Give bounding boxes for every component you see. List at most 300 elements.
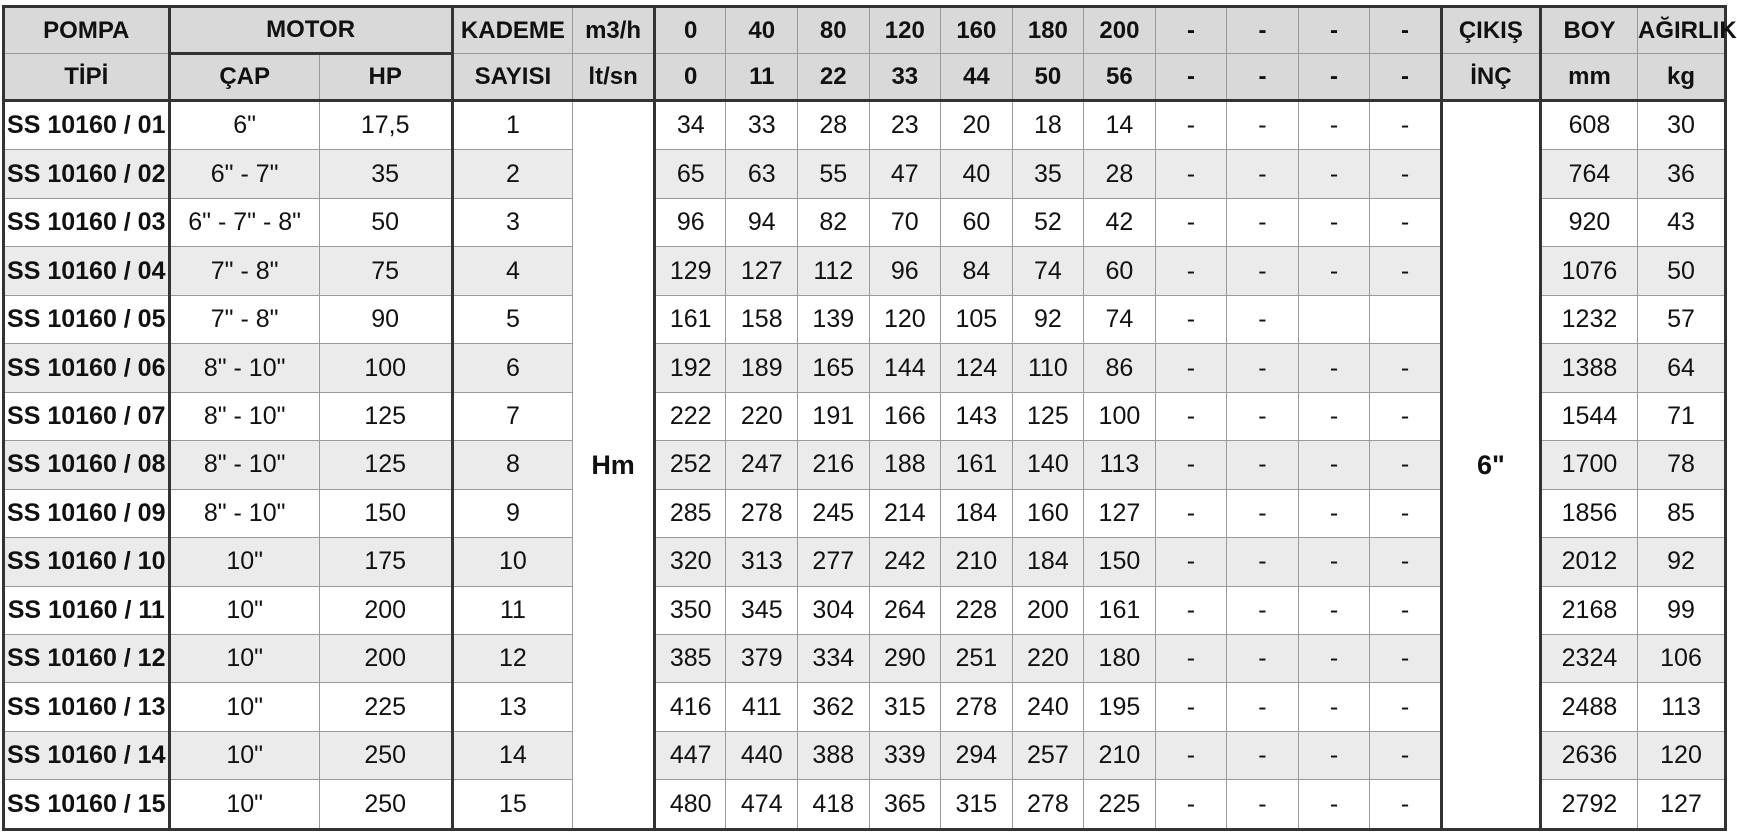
- head-value: 34: [654, 101, 726, 150]
- head-value: 220: [726, 392, 798, 440]
- head-value: 127: [726, 247, 798, 295]
- pump-model: SS 10160 / 07: [4, 392, 170, 440]
- pump-length: 2324: [1540, 635, 1637, 683]
- header-cikis: ÇIKIŞ: [1441, 7, 1540, 54]
- head-value: -: [1155, 441, 1227, 489]
- head-value: -: [1298, 683, 1370, 731]
- header-tipi: TİPİ: [4, 54, 170, 101]
- outlet-size: 6": [1441, 101, 1540, 830]
- head-value: -: [1155, 344, 1227, 392]
- pump-length: 1388: [1540, 344, 1637, 392]
- header-m3h-2: 80: [798, 7, 870, 54]
- head-value: -: [1227, 635, 1299, 683]
- head-value: -: [1370, 392, 1442, 440]
- motor-diameter: 8" - 10": [169, 441, 319, 489]
- stage-count: 1: [452, 101, 573, 150]
- stage-count: 6: [452, 344, 573, 392]
- stage-count: 15: [452, 780, 573, 830]
- head-value: 100: [1084, 392, 1156, 440]
- header-pompa: POMPA: [4, 7, 170, 54]
- header-boy: BOY: [1540, 7, 1637, 54]
- pump-model: SS 10160 / 15: [4, 780, 170, 830]
- head-value: 94: [726, 198, 798, 246]
- head-value: 365: [869, 780, 941, 830]
- head-value: -: [1155, 489, 1227, 537]
- head-value: 84: [941, 247, 1013, 295]
- head-value: -: [1370, 731, 1442, 779]
- head-value: 345: [726, 586, 798, 634]
- head-value: 257: [1012, 731, 1084, 779]
- head-value: 290: [869, 635, 941, 683]
- pump-weight: 78: [1638, 441, 1726, 489]
- motor-hp: 125: [319, 392, 452, 440]
- head-value: -: [1227, 101, 1299, 150]
- stage-count: 3: [452, 198, 573, 246]
- head-value: 285: [654, 489, 726, 537]
- head-value: -: [1298, 780, 1370, 830]
- head-value: 216: [798, 441, 870, 489]
- pump-model: SS 10160 / 09: [4, 489, 170, 537]
- motor-diameter: 7" - 8": [169, 247, 319, 295]
- head-value: 112: [798, 247, 870, 295]
- head-value: 252: [654, 441, 726, 489]
- head-value: 320: [654, 538, 726, 586]
- head-value: -: [1370, 538, 1442, 586]
- head-value: 120: [869, 295, 941, 343]
- pump-length: 2012: [1540, 538, 1637, 586]
- head-value: 166: [869, 392, 941, 440]
- head-value: 278: [941, 683, 1013, 731]
- header-kademe: KADEME: [452, 7, 573, 54]
- head-value: -: [1370, 683, 1442, 731]
- pump-model: SS 10160 / 08: [4, 441, 170, 489]
- head-value: -: [1370, 441, 1442, 489]
- head-value: 350: [654, 586, 726, 634]
- header-agirlik: AĞIRLIK: [1638, 7, 1726, 54]
- head-value: 480: [654, 780, 726, 830]
- head-value: 74: [1084, 295, 1156, 343]
- head-value: 127: [1084, 489, 1156, 537]
- header-m3h-0: 0: [654, 7, 726, 54]
- pump-weight: 57: [1638, 295, 1726, 343]
- pump-weight: 50: [1638, 247, 1726, 295]
- head-value: 388: [798, 731, 870, 779]
- head-value: -: [1298, 586, 1370, 634]
- motor-hp: 90: [319, 295, 452, 343]
- header-ltsn-5: 50: [1012, 54, 1084, 101]
- head-value: 180: [1084, 635, 1156, 683]
- pump-length: 1544: [1540, 392, 1637, 440]
- header-inc: İNÇ: [1441, 54, 1540, 101]
- stage-count: 4: [452, 247, 573, 295]
- head-value: 105: [941, 295, 1013, 343]
- stage-count: 2: [452, 150, 573, 198]
- head-value: 418: [798, 780, 870, 830]
- header-row-1: [4, 7, 1726, 54]
- head-value: 225: [1084, 780, 1156, 830]
- header-m3h-8: -: [1227, 7, 1299, 54]
- motor-hp: 125: [319, 441, 452, 489]
- head-value: 144: [869, 344, 941, 392]
- header-kg: kg: [1638, 54, 1726, 101]
- head-value: 110: [1012, 344, 1084, 392]
- head-value: 161: [941, 441, 1013, 489]
- pump-model: SS 10160 / 14: [4, 731, 170, 779]
- motor-hp: 250: [319, 780, 452, 830]
- header-hp: HP: [319, 54, 452, 101]
- head-value: 40: [941, 150, 1013, 198]
- head-value: 96: [654, 198, 726, 246]
- motor-hp: 200: [319, 586, 452, 634]
- header-m3h-4: 160: [941, 7, 1013, 54]
- head-value: [1370, 295, 1442, 343]
- pump-model: SS 10160 / 06: [4, 344, 170, 392]
- motor-diameter: 8" - 10": [169, 392, 319, 440]
- pump-model: SS 10160 / 10: [4, 538, 170, 586]
- pump-weight: 127: [1638, 780, 1726, 830]
- head-value: -: [1298, 392, 1370, 440]
- head-value: -: [1370, 635, 1442, 683]
- head-value: 447: [654, 731, 726, 779]
- head-value: -: [1298, 344, 1370, 392]
- head-value: -: [1227, 295, 1299, 343]
- head-value: 150: [1084, 538, 1156, 586]
- motor-diameter: 10": [169, 586, 319, 634]
- head-value: 339: [869, 731, 941, 779]
- pump-length: 1700: [1540, 441, 1637, 489]
- head-value: 60: [941, 198, 1013, 246]
- head-value: 214: [869, 489, 941, 537]
- header-ltsn-9: -: [1298, 54, 1370, 101]
- head-value: 70: [869, 198, 941, 246]
- pump-length: 920: [1540, 198, 1637, 246]
- pump-weight: 36: [1638, 150, 1726, 198]
- header-ltsn-4: 44: [941, 54, 1013, 101]
- head-value: 247: [726, 441, 798, 489]
- head-value: 125: [1012, 392, 1084, 440]
- head-value: -: [1155, 150, 1227, 198]
- head-value: -: [1227, 489, 1299, 537]
- head-value: -: [1227, 344, 1299, 392]
- head-value: 65: [654, 150, 726, 198]
- pump-model: SS 10160 / 03: [4, 198, 170, 246]
- pump-weight: 43: [1638, 198, 1726, 246]
- header-m3h-5: 180: [1012, 7, 1084, 54]
- pump-length: 1856: [1540, 489, 1637, 537]
- head-value: -: [1370, 344, 1442, 392]
- head-value: -: [1155, 586, 1227, 634]
- pump-length: 1232: [1540, 295, 1637, 343]
- header-ltsn-6: 56: [1084, 54, 1156, 101]
- motor-diameter: 10": [169, 780, 319, 830]
- header-m3h-6: 200: [1084, 7, 1156, 54]
- pump-weight: 30: [1638, 101, 1726, 150]
- head-value: 161: [1084, 586, 1156, 634]
- head-value: -: [1227, 683, 1299, 731]
- head-value: 52: [1012, 198, 1084, 246]
- header-mm: mm: [1540, 54, 1637, 101]
- head-value: -: [1370, 780, 1442, 830]
- head-value: -: [1298, 635, 1370, 683]
- table-body: [4, 101, 1726, 830]
- head-value: -: [1155, 101, 1227, 150]
- header-m3h-1: 40: [726, 7, 798, 54]
- head-value: -: [1298, 489, 1370, 537]
- head-value: 411: [726, 683, 798, 731]
- header-ltsn-1: 11: [726, 54, 798, 101]
- head-value: 42: [1084, 198, 1156, 246]
- head-value: -: [1298, 247, 1370, 295]
- pump-length: 764: [1540, 150, 1637, 198]
- pump-spec-table: [2, 5, 1737, 831]
- pump-length: 2792: [1540, 780, 1637, 830]
- pump-length: 1076: [1540, 247, 1637, 295]
- head-value: -: [1155, 683, 1227, 731]
- motor-diameter: 8" - 10": [169, 489, 319, 537]
- pump-model: SS 10160 / 02: [4, 150, 170, 198]
- pump-weight: 92: [1638, 538, 1726, 586]
- head-value: 416: [654, 683, 726, 731]
- header-motor: MOTOR: [169, 7, 452, 54]
- stage-count: 10: [452, 538, 573, 586]
- head-value: -: [1370, 586, 1442, 634]
- head-value: 240: [1012, 683, 1084, 731]
- table-row: [4, 101, 1726, 150]
- pump-length: 608: [1540, 101, 1637, 150]
- motor-diameter: 10": [169, 731, 319, 779]
- pump-weight: 106: [1638, 635, 1726, 683]
- head-value: 23: [869, 101, 941, 150]
- head-value: 362: [798, 683, 870, 731]
- head-value: -: [1298, 441, 1370, 489]
- head-value: 313: [726, 538, 798, 586]
- header-cap: ÇAP: [169, 54, 319, 101]
- head-value: 60: [1084, 247, 1156, 295]
- head-value: 113: [1084, 441, 1156, 489]
- head-value: -: [1227, 586, 1299, 634]
- head-value: -: [1227, 538, 1299, 586]
- head-value: -: [1298, 198, 1370, 246]
- header-flow-unit-ltsn: lt/sn: [573, 54, 655, 101]
- pump-length: 2488: [1540, 683, 1637, 731]
- head-value: 82: [798, 198, 870, 246]
- head-value: 96: [869, 247, 941, 295]
- head-value: -: [1155, 247, 1227, 295]
- stage-count: 11: [452, 586, 573, 634]
- head-value: -: [1155, 538, 1227, 586]
- motor-hp: 250: [319, 731, 452, 779]
- pump-length: 2168: [1540, 586, 1637, 634]
- head-value: -: [1298, 731, 1370, 779]
- header-row-2: [4, 54, 1726, 101]
- stage-count: 8: [452, 441, 573, 489]
- head-value: 92: [1012, 295, 1084, 343]
- head-value: 160: [1012, 489, 1084, 537]
- motor-diameter: 10": [169, 683, 319, 731]
- head-value: -: [1298, 101, 1370, 150]
- header-sayisi: SAYISI: [452, 54, 573, 101]
- head-value: -: [1298, 538, 1370, 586]
- head-value: 55: [798, 150, 870, 198]
- header-m3h-9: -: [1298, 7, 1370, 54]
- pump-model: SS 10160 / 11: [4, 586, 170, 634]
- table-header: [4, 7, 1737, 101]
- motor-hp: 17,5: [319, 101, 452, 150]
- pump-spec-table-wrapper: [2, 5, 1737, 831]
- head-value: 18: [1012, 101, 1084, 150]
- head-value: -: [1155, 780, 1227, 830]
- head-value: 63: [726, 150, 798, 198]
- head-value: -: [1155, 635, 1227, 683]
- head-value: -: [1370, 247, 1442, 295]
- head-value: 474: [726, 780, 798, 830]
- motor-diameter: 7" - 8": [169, 295, 319, 343]
- motor-hp: 100: [319, 344, 452, 392]
- head-value: 139: [798, 295, 870, 343]
- head-value: 74: [1012, 247, 1084, 295]
- head-value: 200: [1012, 586, 1084, 634]
- head-value: 334: [798, 635, 870, 683]
- pump-weight: 64: [1638, 344, 1726, 392]
- head-value: 304: [798, 586, 870, 634]
- hm-label: Hm: [573, 101, 655, 830]
- head-value: 129: [654, 247, 726, 295]
- head-value: 184: [941, 489, 1013, 537]
- head-value: 165: [798, 344, 870, 392]
- head-value: 143: [941, 392, 1013, 440]
- head-value: -: [1227, 198, 1299, 246]
- header-ltsn-7: -: [1155, 54, 1227, 101]
- head-value: 140: [1012, 441, 1084, 489]
- pump-model: SS 10160 / 01: [4, 101, 170, 150]
- head-value: -: [1227, 150, 1299, 198]
- head-value: 28: [798, 101, 870, 150]
- pump-weight: 85: [1638, 489, 1726, 537]
- head-value: 47: [869, 150, 941, 198]
- head-value: -: [1298, 150, 1370, 198]
- pump-weight: 71: [1638, 392, 1726, 440]
- head-value: -: [1227, 441, 1299, 489]
- head-value: 294: [941, 731, 1013, 779]
- head-value: 191: [798, 392, 870, 440]
- head-value: 242: [869, 538, 941, 586]
- pump-weight: 120: [1638, 731, 1726, 779]
- head-value: 278: [726, 489, 798, 537]
- head-value: 124: [941, 344, 1013, 392]
- head-value: -: [1370, 198, 1442, 246]
- stage-count: 9: [452, 489, 573, 537]
- stage-count: 7: [452, 392, 573, 440]
- head-value: 86: [1084, 344, 1156, 392]
- head-value: -: [1155, 295, 1227, 343]
- head-value: 158: [726, 295, 798, 343]
- head-value: -: [1370, 150, 1442, 198]
- head-value: 210: [941, 538, 1013, 586]
- head-value: 210: [1084, 731, 1156, 779]
- head-value: -: [1370, 489, 1442, 537]
- head-value: -: [1227, 392, 1299, 440]
- motor-hp: 75: [319, 247, 452, 295]
- motor-hp: 35: [319, 150, 452, 198]
- head-value: 228: [941, 586, 1013, 634]
- head-value: 251: [941, 635, 1013, 683]
- motor-diameter: 6" - 7": [169, 150, 319, 198]
- pump-weight: 113: [1638, 683, 1726, 731]
- stage-count: 14: [452, 731, 573, 779]
- head-value: 264: [869, 586, 941, 634]
- head-value: -: [1370, 101, 1442, 150]
- head-value: 28: [1084, 150, 1156, 198]
- motor-diameter: 10": [169, 635, 319, 683]
- head-value: 188: [869, 441, 941, 489]
- head-value: 220: [1012, 635, 1084, 683]
- motor-diameter: 8" - 10": [169, 344, 319, 392]
- header-ltsn-10: -: [1370, 54, 1442, 101]
- motor-hp: 175: [319, 538, 452, 586]
- pump-model: SS 10160 / 13: [4, 683, 170, 731]
- head-value: -: [1227, 780, 1299, 830]
- head-value: 192: [654, 344, 726, 392]
- header-m3h-7: -: [1155, 7, 1227, 54]
- header-ltsn-2: 22: [798, 54, 870, 101]
- header-ltsn-3: 33: [869, 54, 941, 101]
- head-value: -: [1227, 731, 1299, 779]
- motor-hp: 150: [319, 489, 452, 537]
- stage-count: 12: [452, 635, 573, 683]
- head-value: -: [1227, 247, 1299, 295]
- stage-count: 13: [452, 683, 573, 731]
- head-value: 14: [1084, 101, 1156, 150]
- pump-model: SS 10160 / 12: [4, 635, 170, 683]
- motor-diameter: 6" - 7" - 8": [169, 198, 319, 246]
- head-value: -: [1155, 392, 1227, 440]
- pump-model: SS 10160 / 05: [4, 295, 170, 343]
- head-value: -: [1155, 731, 1227, 779]
- motor-diameter: 6": [169, 101, 319, 150]
- motor-hp: 50: [319, 198, 452, 246]
- head-value: 20: [941, 101, 1013, 150]
- head-value: 35: [1012, 150, 1084, 198]
- pump-length: 2636: [1540, 731, 1637, 779]
- head-value: 277: [798, 538, 870, 586]
- pump-model: SS 10160 / 04: [4, 247, 170, 295]
- head-value: 222: [654, 392, 726, 440]
- head-value: 189: [726, 344, 798, 392]
- head-value: 33: [726, 101, 798, 150]
- header-ltsn-8: -: [1227, 54, 1299, 101]
- header-ltsn-0: 0: [654, 54, 726, 101]
- head-value: 379: [726, 635, 798, 683]
- header-flow-unit-m3h: m3/h: [573, 7, 655, 54]
- head-value: 161: [654, 295, 726, 343]
- head-value: 385: [654, 635, 726, 683]
- motor-hp: 200: [319, 635, 452, 683]
- head-value: 440: [726, 731, 798, 779]
- head-value: 195: [1084, 683, 1156, 731]
- head-value: 315: [869, 683, 941, 731]
- head-value: -: [1155, 198, 1227, 246]
- header-m3h-3: 120: [869, 7, 941, 54]
- head-value: [1298, 295, 1370, 343]
- head-value: 184: [1012, 538, 1084, 586]
- head-value: 278: [1012, 780, 1084, 830]
- pump-weight: 99: [1638, 586, 1726, 634]
- header-m3h-10: -: [1370, 7, 1442, 54]
- head-value: 245: [798, 489, 870, 537]
- head-value: 315: [941, 780, 1013, 830]
- motor-hp: 225: [319, 683, 452, 731]
- motor-diameter: 10": [169, 538, 319, 586]
